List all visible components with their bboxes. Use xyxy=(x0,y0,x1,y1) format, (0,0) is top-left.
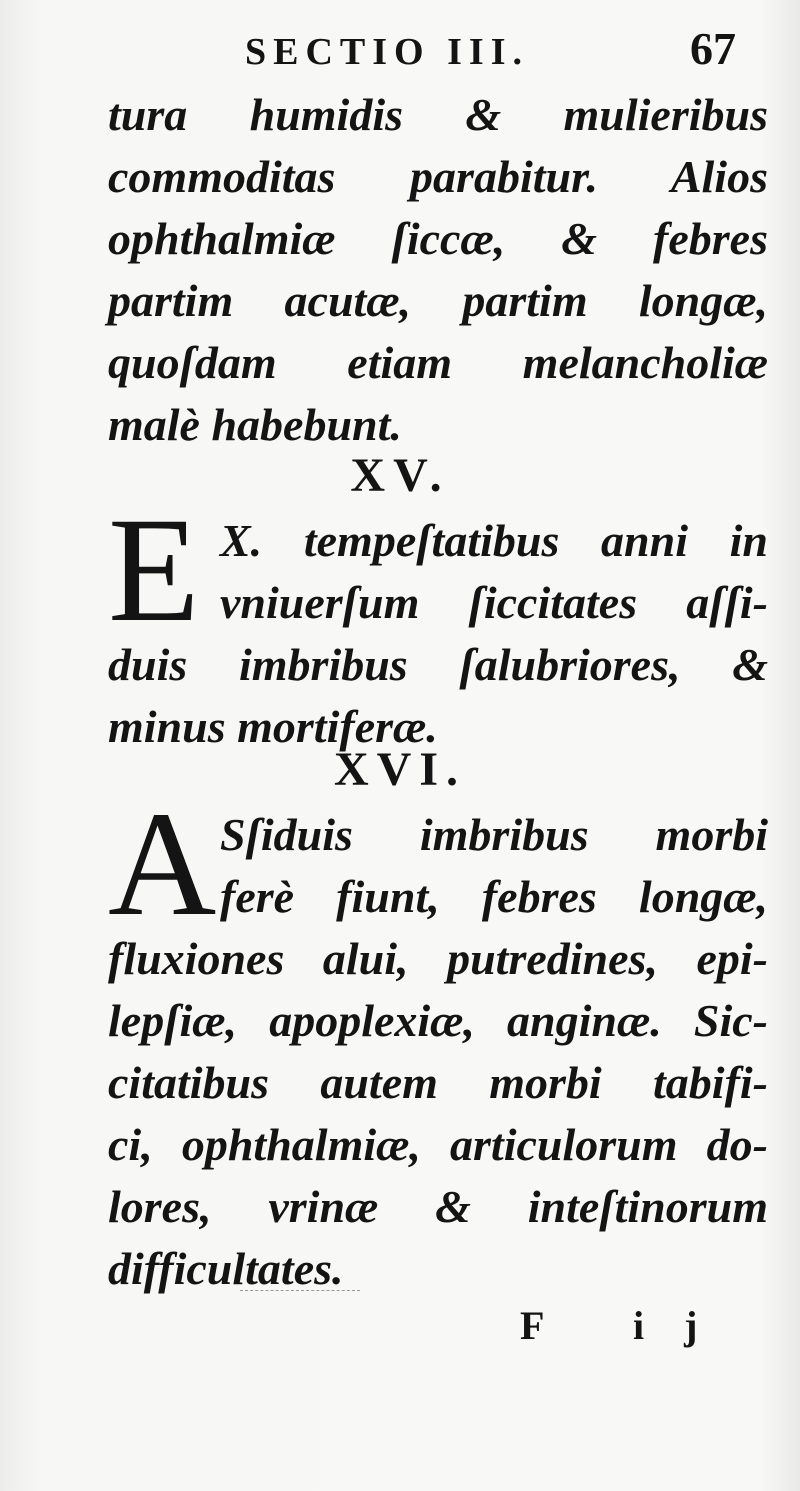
section-heading-xv: XV. xyxy=(350,449,450,502)
text-line: quoſdam etiam melancholiæ xyxy=(108,337,768,388)
section-xv-paragraph xyxy=(108,487,768,752)
text-line: tura humidis & mulieribus xyxy=(108,89,768,140)
underline-rule xyxy=(240,1290,360,1291)
text-line: X. tempeſtatibus anni in xyxy=(220,515,768,566)
page-header xyxy=(0,22,800,82)
page-number: 67 xyxy=(690,23,736,74)
text-line: citatibus autem morbi tabifi- xyxy=(108,1057,768,1108)
continuation-text xyxy=(108,84,768,456)
text-line: malè habebunt. xyxy=(108,399,402,450)
section-xvi-paragraph xyxy=(108,781,768,1304)
drop-cap: A xyxy=(108,781,217,947)
text-line: duis imbribus ſalubriores, & xyxy=(108,639,768,690)
signature-mark: F ij xyxy=(520,1303,738,1348)
text-line: difficultates. xyxy=(108,1243,344,1294)
text-line: lepſiæ, apoplexiæ, anginæ. Sic- xyxy=(108,995,768,1046)
text-line: ophthalmiæ ſiccæ, & febres xyxy=(108,213,768,264)
text-line: commoditas parabitur. Alios xyxy=(108,151,768,202)
section-heading-xvi: XVI. xyxy=(333,743,466,796)
drop-cap: E xyxy=(108,487,200,653)
text-line: lores, vrinæ & inteſtinorum xyxy=(108,1181,768,1232)
text-line: minus mortiferæ. xyxy=(108,701,438,752)
text-line: partim acutæ, partim longæ, xyxy=(108,275,768,326)
text-line: Sſiduis imbribus morbi xyxy=(220,809,768,860)
text-line: vniuerſum ſiccitates aſſi- xyxy=(220,577,768,628)
text-line: ci, ophthalmiæ, articulorum do- xyxy=(108,1119,768,1170)
text-line: ferè fiunt, febres longæ, xyxy=(220,871,768,922)
running-head: SECTIO III. xyxy=(245,31,529,73)
text-line: fluxiones alui, putredines, epi- xyxy=(108,933,768,984)
